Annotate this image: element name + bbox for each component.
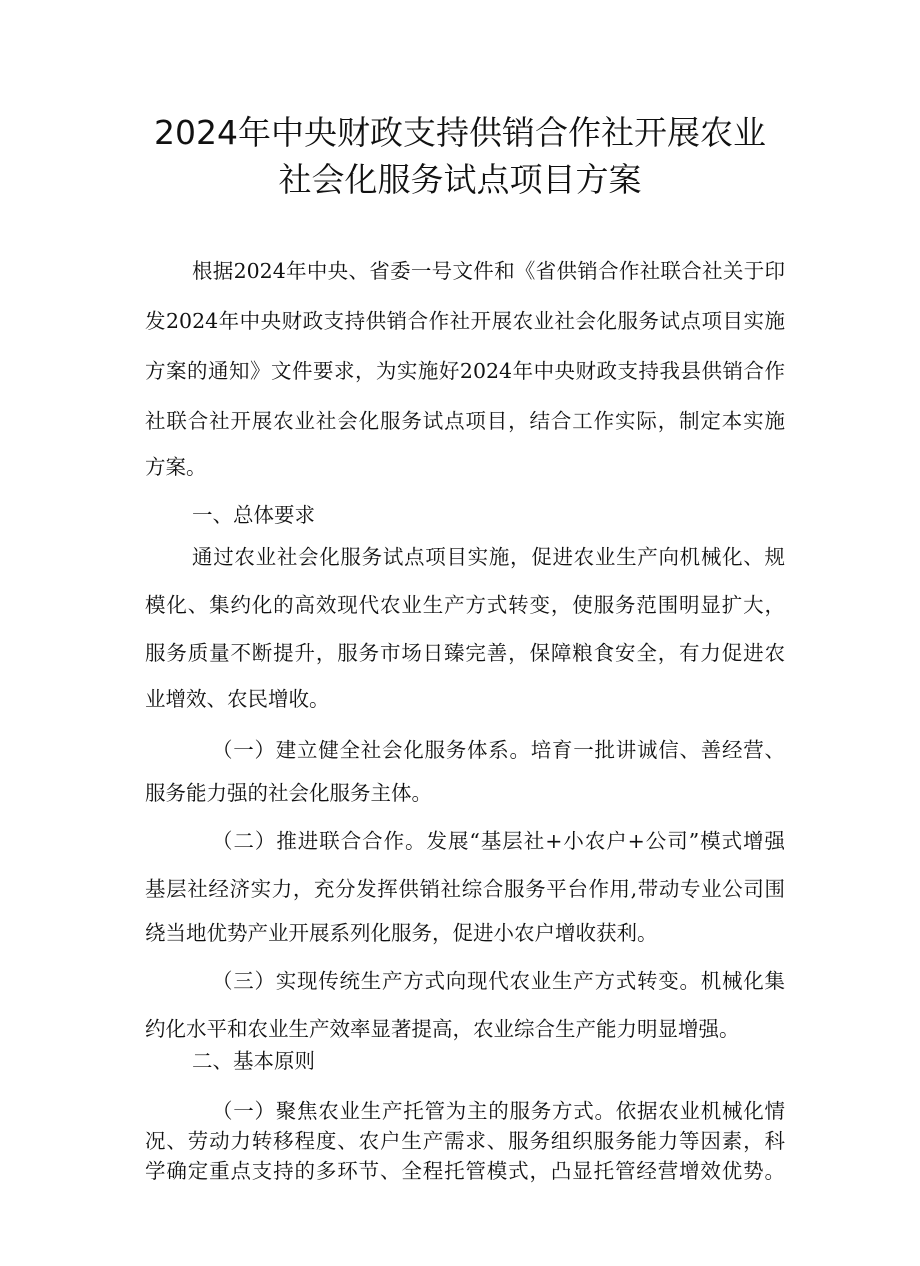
paragraph-line: （一）聚焦农业生产托管为主的服务方式。依据农业机械化情 — [212, 1099, 785, 1123]
paragraph-line: 业增效、农民增收。 — [145, 687, 330, 711]
paragraph-line: 况、劳动力转移程度、农户生产需求、服务组织服务能力等因素，科 — [145, 1129, 785, 1153]
paragraph-line: 通过农业社会化服务试点项目实施，促进农业生产向机械化、规 — [192, 545, 785, 569]
paragraph-line: 基层社经济实力，充分发挥供销社综合服务平台作用,带动专业公司围 — [145, 877, 785, 901]
paragraph-line: （一）建立健全社会化服务体系。培育一批讲诚信、善经营、 — [212, 738, 785, 762]
paragraph-line: 学确定重点支持的多环节、全程托管模式，凸显托管经营增效优势。 — [145, 1159, 785, 1183]
paragraph-line: （二）推进联合合作。发展“基层社+小农户+公司”模式增强 — [212, 829, 785, 853]
paragraph-line: 根据2024年中央、省委一号文件和《省供销合作社联合社关于印 — [192, 259, 785, 283]
paragraph-line: 模化、集约化的高效现代农业生产方式转变，使服务范围明显扩大， — [145, 593, 785, 617]
paragraph-line: 服务质量不断提升，服务市场日臻完善，保障粮食安全，有力促进农 — [145, 641, 785, 665]
paragraph-line: 方案。 — [145, 455, 207, 479]
section-heading: 二、基本原则 — [192, 1049, 315, 1073]
paragraph-line: 绕当地优势产业开展系列化服务，促进小农户增收获利。 — [145, 921, 658, 945]
paragraph-line: （三）实现传统生产方式向现代农业生产方式转变。机械化集 — [212, 969, 785, 993]
section-heading: 一、总体要求 — [192, 503, 315, 527]
paragraph-line: 发2024年中央财政支持供销合作社开展农业社会化服务试点项目实施 — [145, 309, 785, 333]
title-line-1: 2024年中央财政支持供销合作社开展农业 — [154, 113, 766, 152]
paragraph-line: 约化水平和农业生产效率显著提高，农业综合生产能力明显增强。 — [145, 1017, 740, 1041]
paragraph-line: 服务能力强的社会化服务主体。 — [145, 781, 432, 805]
paragraph-line: 方案的通知》文件要求，为实施好2024年中央财政支持我县供销合作 — [145, 359, 785, 383]
title-line-2: 社会化服务试点项目方案 — [278, 160, 642, 199]
paragraph-line: 社联合社开展农业社会化服务试点项目，结合工作实际，制定本实施 — [145, 409, 785, 433]
